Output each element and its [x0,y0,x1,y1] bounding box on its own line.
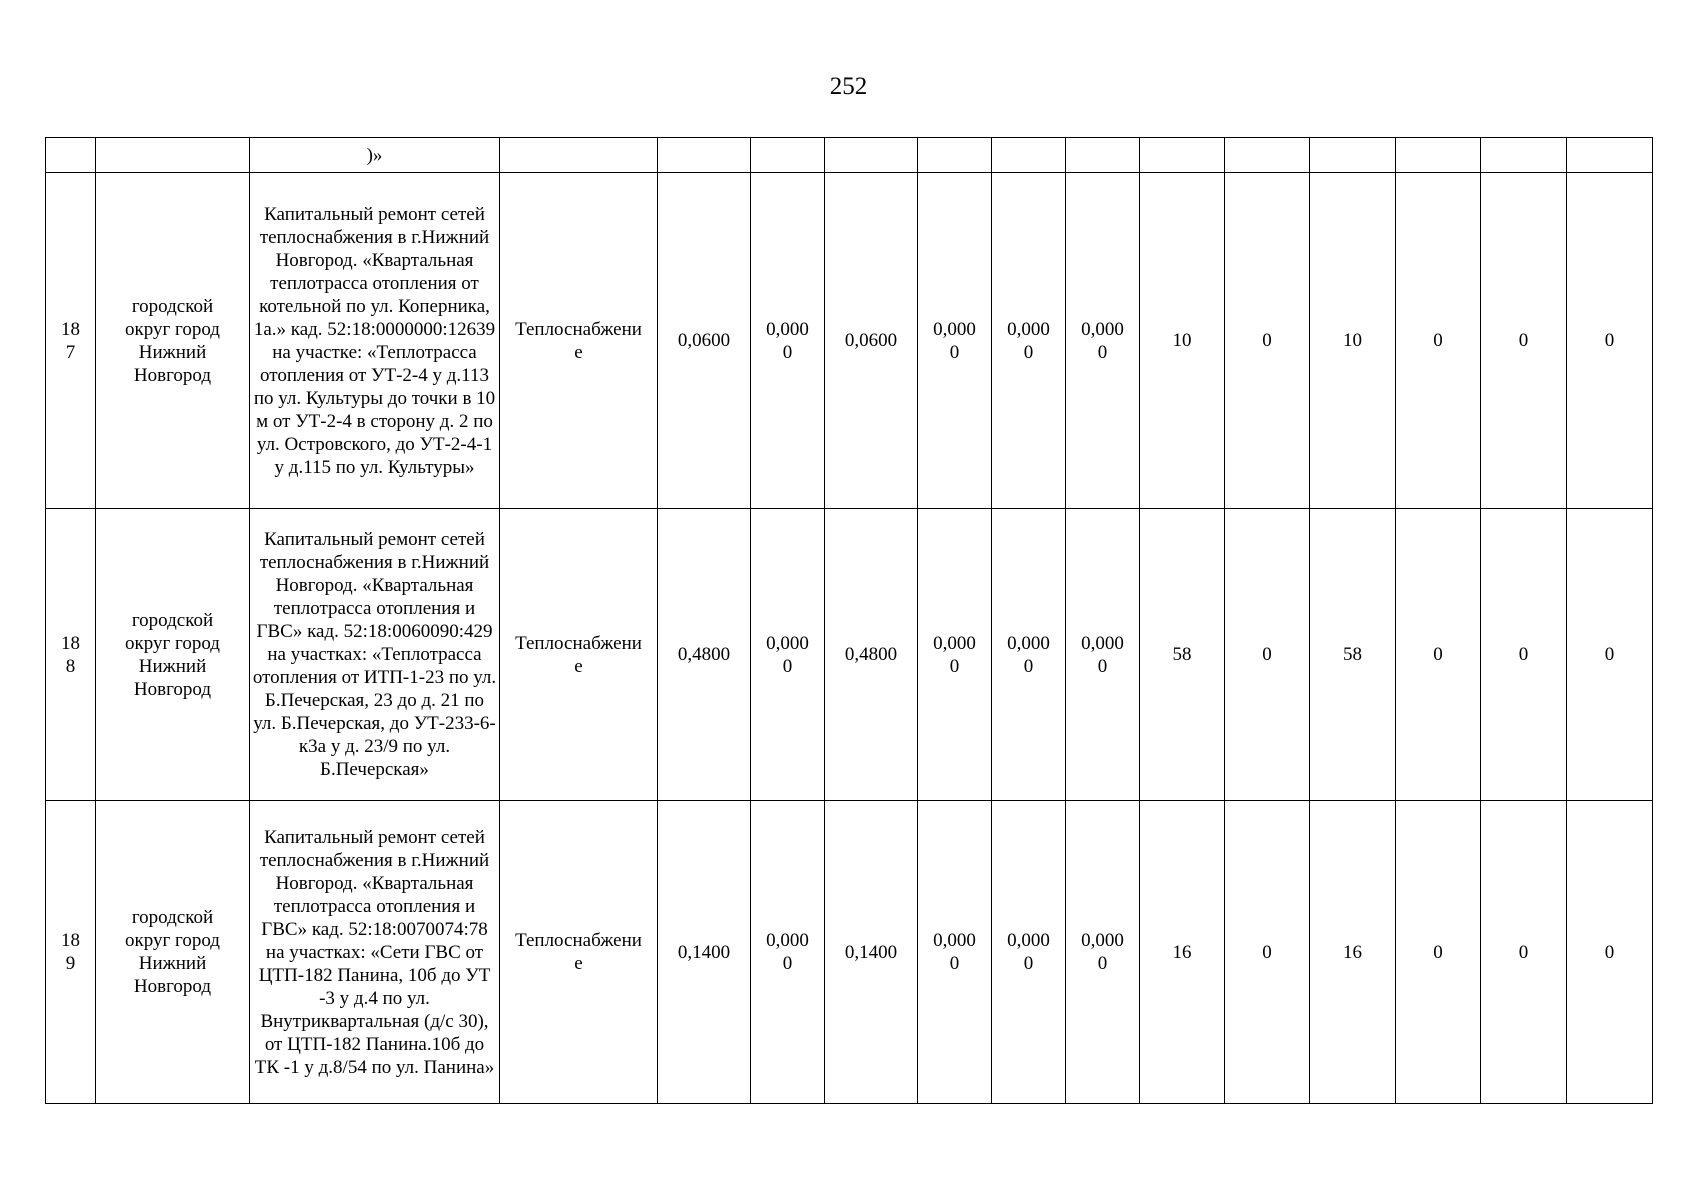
cell-value: 0 [1567,801,1653,1104]
table-row [46,173,1653,509]
cell-description: Капитальный ремонт сетей теплоснабжения в г.Нижний Новгород. «Квартальная теплотрасса отопления и ГВС» кад. 52:18:0060090:429 на участках: «Теплотрасса отопления от ИТП-1-23 по ул. Б.Печерская, 23 до д. 21 по ул. Б.Печерская, до УТ-233-6-к3а у д. 23/9 по ул. Б.Печерская» [250,509,500,801]
cell-value: 0,000 0 [918,509,992,801]
cell-empty [96,138,250,173]
cell-value: 0,000 0 [918,173,992,509]
cell-value: 0,000 0 [751,509,825,801]
cell-value: 0 [1481,173,1567,509]
cell-value: 58 [1140,509,1225,801]
cell-empty [1066,138,1140,173]
works-table [45,137,1653,1104]
cell-value: 0,4800 [658,509,751,801]
cell-value: 0,000 0 [992,509,1066,801]
cell-empty [825,138,918,173]
cell-value: 16 [1310,801,1396,1104]
cell-value: 16 [1140,801,1225,1104]
cell-value: 0,0600 [825,173,918,509]
table-row-continuation [46,138,1653,173]
cell-row-number: 18 9 [46,801,96,1104]
cell-municipality: городской округ город Нижний Новгород [96,173,250,509]
cell-row-number: 18 7 [46,173,96,509]
table-row [46,801,1653,1104]
page-number: 252 [829,73,868,100]
cell-empty [500,138,658,173]
table-row [46,509,1653,801]
cell-value: 0,1400 [658,801,751,1104]
cell-value: 0,000 0 [992,801,1066,1104]
cell-empty [992,138,1066,173]
cell-value: 10 [1310,173,1396,509]
cell-empty [1396,138,1481,173]
cell-value: 0 [1396,801,1481,1104]
cell-value: 0 [1396,509,1481,801]
cell-empty [1140,138,1225,173]
cell-type: Теплоснабжени е [500,173,658,509]
cell-empty [1310,138,1396,173]
cell-empty [1567,138,1653,173]
cell-value: 0 [1481,801,1567,1104]
cell-value: 58 [1310,509,1396,801]
cell-type: Теплоснабжени е [500,509,658,801]
cell-value: 10 [1140,173,1225,509]
cell-description: Капитальный ремонт сетей теплоснабжения в г.Нижний Новгород. «Квартальная теплотрасса отопления и ГВС» кад. 52:18:0070074:78 на участках: «Сети ГВС от ЦТП-182 Панина, 10б до УТ -3 у д.4 по ул. Внутриквартальная (д/с 30), от ЦТП-182 Панина.10б до ТК -1 у д.8/54 по ул. Панина» [250,801,500,1104]
cell-value: 0 [1225,173,1310,509]
cell-row-number: 18 8 [46,509,96,801]
cell-value: 0 [1396,173,1481,509]
cell-empty [751,138,825,173]
cell-municipality: городской округ город Нижний Новгород [96,801,250,1104]
cell-empty [46,138,96,173]
cell-value: 0,1400 [825,801,918,1104]
cell-value: 0 [1567,173,1653,509]
cell-value: 0 [1567,509,1653,801]
cell-value: 0,000 0 [1066,801,1140,1104]
cell-value: 0,4800 [825,509,918,801]
cell-municipality: городской округ город Нижний Новгород [96,509,250,801]
cell-value: 0,000 0 [751,173,825,509]
cell-type: Теплоснабжени е [500,801,658,1104]
cell-empty [1481,138,1567,173]
cell-description-continuation: )» [250,138,500,173]
cell-empty [1225,138,1310,173]
cell-value: 0 [1225,509,1310,801]
cell-value: 0 [1225,801,1310,1104]
cell-description: Капитальный ремонт сетей теплоснабжения в г.Нижний Новгород. «Квартальная теплотрасса отопления от котельной по ул. Коперника, 1а.» кад. 52:18:0000000:12639 на участке: «Теплотрасса отопления от УТ-2-4 у д.113 по ул. Культуры до точки в 10 м от УТ-2-4 в сторону д. 2 по ул. Островского, до УТ-2-4-1 у д.115 по ул. Культуры» [250,173,500,509]
cell-value: 0,000 0 [751,801,825,1104]
cell-value: 0,0600 [658,173,751,509]
cell-value: 0,000 0 [1066,509,1140,801]
cell-value: 0 [1481,509,1567,801]
cell-value: 0,000 0 [918,801,992,1104]
cell-empty [658,138,751,173]
cell-value: 0,000 0 [992,173,1066,509]
cell-empty [918,138,992,173]
cell-value: 0,000 0 [1066,173,1140,509]
